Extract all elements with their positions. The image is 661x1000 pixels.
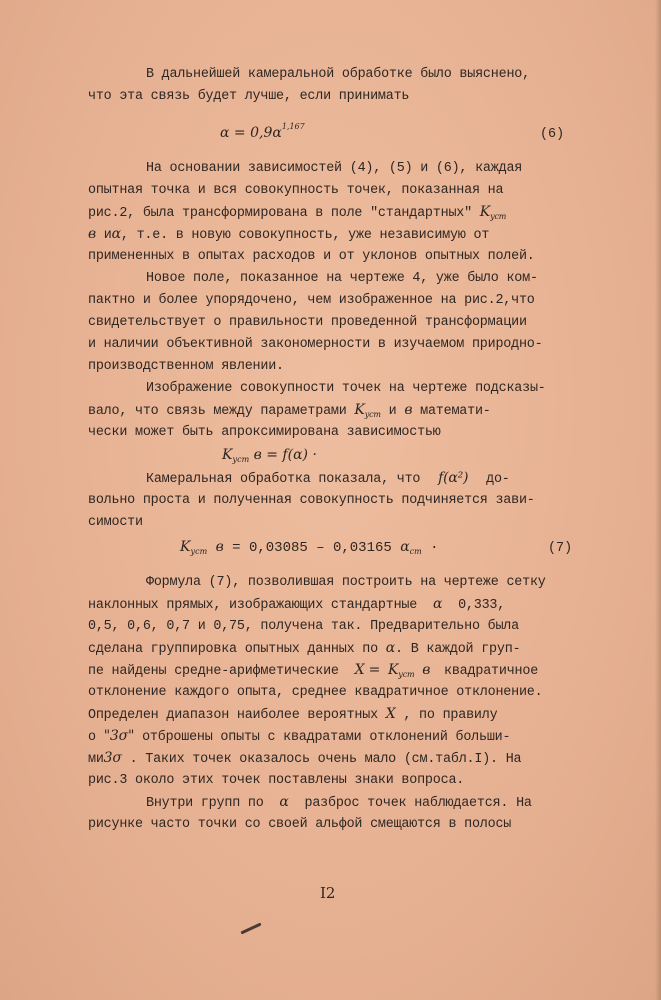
text: , по правилу [403, 708, 498, 723]
text-line [88, 772, 578, 789]
alpha-symbol: α [385, 640, 396, 656]
text-line [88, 618, 578, 635]
text: Определен диапазон наиболее вероятных [88, 708, 378, 723]
text-line [146, 270, 578, 287]
text-line [88, 248, 578, 265]
text-line [88, 816, 578, 833]
text-line [88, 402, 578, 423]
alpha-symbol: α [111, 226, 121, 242]
b-symbol: в [253, 447, 262, 463]
k-subscript: уст [364, 410, 381, 419]
text: 0,333, [458, 598, 506, 613]
text-line [88, 424, 578, 441]
text-line [88, 514, 578, 531]
k-symbol: K [354, 402, 365, 418]
text-line [88, 728, 578, 746]
text-line [88, 336, 578, 353]
three-sigma-symbol: 3σ [103, 750, 122, 766]
text-line [88, 204, 578, 225]
text: Изображение совокупности точек на чертеже подсказы- [146, 381, 546, 396]
text: что эта связь будет лучше, если принимать [88, 89, 410, 104]
formula-6 [220, 118, 305, 142]
text-line [88, 358, 578, 375]
text-line [88, 662, 578, 683]
formula-dependency [222, 446, 317, 469]
text-line [88, 640, 578, 658]
text-line [88, 492, 578, 509]
b-symbol: в [404, 402, 413, 418]
text-line [146, 66, 578, 83]
text: опытная точка и вся совокупность точек, показанная на [88, 183, 504, 198]
b-symbol: в [215, 539, 224, 555]
text: математи- [420, 404, 491, 419]
text-line [88, 292, 578, 309]
text-line [146, 380, 578, 397]
text: пактно и более упорядочено, чем изображенное на рис.2,что [88, 293, 535, 308]
text: рис.3 около этих точек поставлены знаки вопроса. [88, 773, 465, 788]
three-sigma-rule: "3σ" [103, 728, 135, 744]
text-line [88, 314, 578, 331]
text: чески может быть апроксимирована зависимостью [88, 425, 441, 440]
text: отброшены опыты с квадратами отклонений больши- [142, 730, 511, 745]
alpha-symbol: α [432, 596, 443, 612]
text-line [146, 160, 578, 177]
page-number: I2 [320, 884, 336, 902]
k-subscript: уст [232, 455, 250, 464]
formula-7-rhs: = 0,03085 – 0,03165 [232, 540, 392, 556]
text: Новое поле, показанное на чертеже 4, уже было ком- [146, 271, 538, 286]
text: производственном явлении. [88, 359, 284, 374]
text: примененных в опытах расходов и от уклонов опытных полей. [88, 249, 535, 264]
text: вало, что связь между параметрами [88, 404, 347, 419]
k-symbol: K [180, 539, 191, 555]
formula-6-expression: α = 0,9α [220, 125, 282, 141]
text: симости [88, 515, 143, 530]
function-symbol: f(α²) [438, 470, 469, 486]
text: до- [486, 472, 510, 487]
text: наклонных прямых, изображающих стандартные [88, 598, 418, 613]
formula-6-exponent: 1,167 [281, 122, 305, 131]
equation-number-6: (6) [540, 127, 565, 142]
b-symbol: в [88, 226, 96, 242]
text: Камеральная обработка показала, что [146, 472, 421, 487]
text-line [88, 182, 578, 199]
text: отклонение каждого опыта, среднее квадратичное отклонение. [88, 685, 543, 700]
pen-mark [240, 922, 261, 934]
text: Внутри групп по [146, 796, 264, 811]
function-expression: = f(α) · [266, 447, 317, 463]
text-line [88, 88, 578, 105]
text-line [88, 596, 578, 614]
text: квадратичное [444, 664, 539, 679]
k-symbol: K [479, 204, 491, 220]
k-subscript: уст [490, 212, 507, 221]
text: рисунке часто точки со своей альфой смещаются в полосы [88, 817, 512, 832]
b-symbol: в [422, 662, 431, 678]
text: Формула (7), позволившая построить на чертеже сетку [146, 575, 546, 590]
x-symbol: X [385, 706, 396, 722]
text: о [88, 730, 96, 745]
text: 0,5, 0,6, 0,7 и 0,75, получена так. Предварительно была [88, 619, 519, 634]
alpha-symbol: α [400, 539, 410, 555]
text-line [146, 470, 578, 488]
k-subscript: уст [190, 547, 208, 556]
text: свидетельствует о правильности проведенной трансформации [88, 315, 527, 330]
text-line [88, 226, 578, 244]
text: На основании зависимостей (4), (5) и (6), каждая [146, 161, 523, 176]
alpha-subscript: ст [409, 547, 422, 556]
text: разброс точек наблюдается. На [304, 796, 532, 811]
k-symbol: K [388, 662, 399, 678]
text: пе найдены средне-арифметические [88, 664, 339, 679]
x-equals: X = [354, 662, 381, 678]
k-symbol: K [222, 447, 233, 463]
alpha-symbol: α [279, 794, 289, 810]
text: . В каждой груп- [395, 642, 521, 657]
text-line [88, 750, 578, 768]
text-line [88, 706, 578, 724]
text: и наличии объективной закономерности в изучаемом природно- [88, 337, 543, 352]
k-subscript: уст [398, 670, 415, 679]
page-edge-shadow [655, 0, 661, 1000]
text: , т.е. в новую совокупность, уже независимую от [120, 228, 490, 243]
text: . Таких точек оказалось очень мало (см.табл.I). На [129, 752, 522, 767]
text: рис.2, была трансформирована в поле "стандартных" [88, 206, 472, 221]
text-line [146, 794, 578, 812]
text: В дальнейшей камеральной обработке было выяснено, [146, 67, 530, 82]
equation-number-7: (7) [548, 541, 573, 556]
text: · [430, 540, 439, 556]
text: и [103, 228, 112, 243]
text: сделана группировка опытных данных по [88, 642, 378, 657]
text: вольно проста и полученная совокупность подчиняется зави- [88, 493, 535, 508]
text-line [146, 574, 578, 591]
text: ми [88, 752, 104, 767]
formula-7 [180, 538, 439, 561]
text: и [388, 404, 397, 419]
text-line [88, 684, 578, 701]
